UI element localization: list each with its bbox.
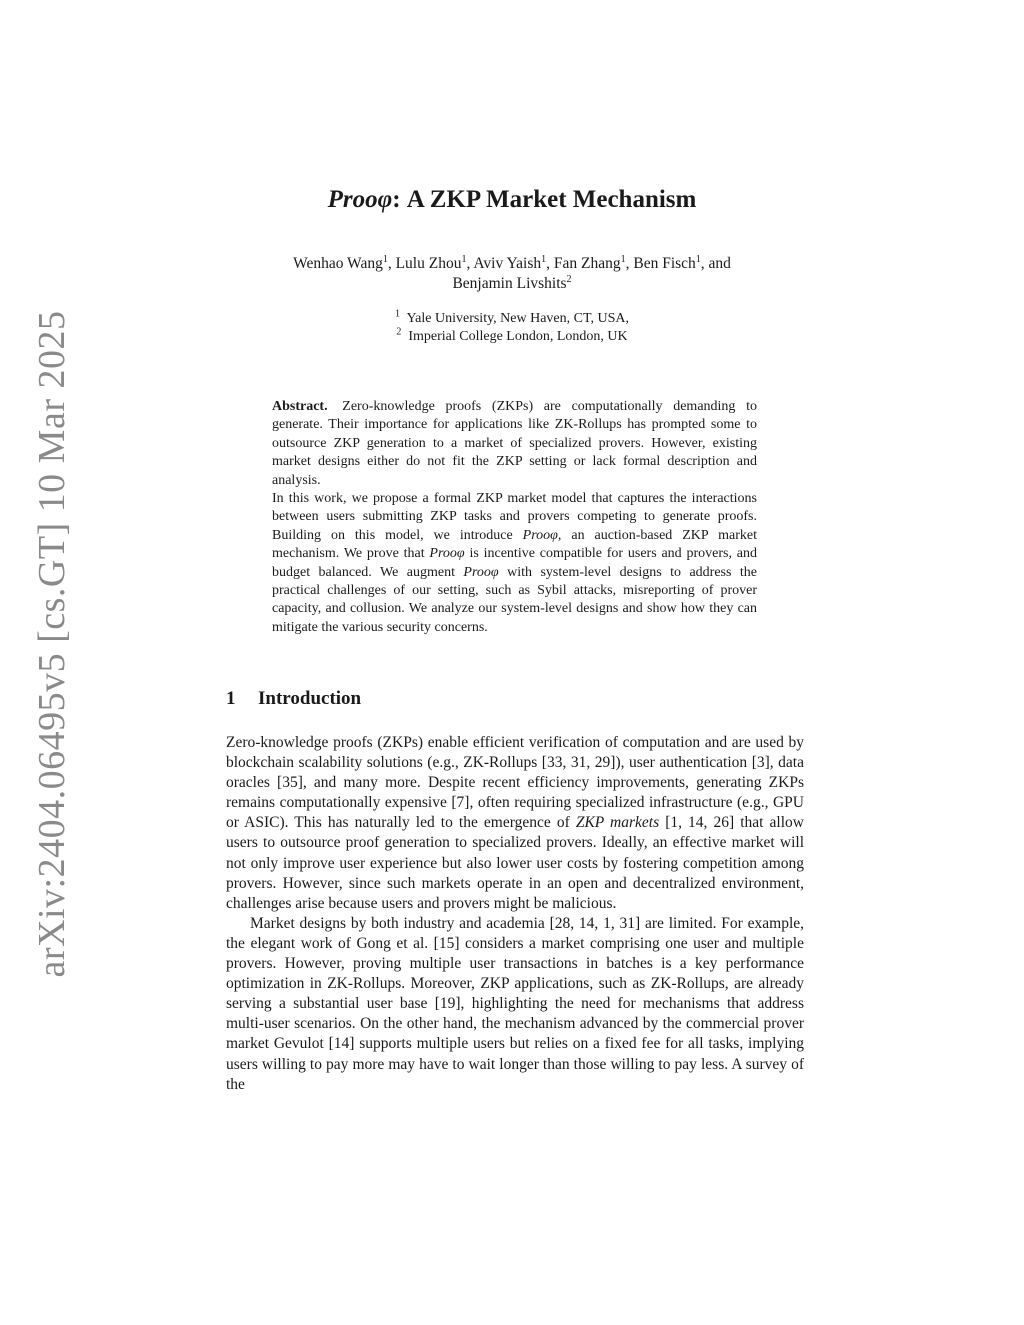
author: Aviv Yaish (473, 255, 542, 272)
mechanism-name: Prooφ (429, 546, 465, 562)
affiliation-mark: 2 (396, 326, 402, 338)
author: Benjamin Livshits (452, 275, 567, 292)
section-title: Introduction (258, 688, 362, 709)
author: Lulu Zhou (395, 255, 462, 272)
author-affiliation-mark: 1 (541, 253, 547, 265)
mechanism-name: Prooφ (463, 564, 499, 580)
section-heading (226, 688, 361, 710)
body-text: Zero-knowledge proofs (ZKPs) enable efficient verification of computation and are used by blockchain scalability solutions (e.g., ZK-Rollups [33, 31, 29]), user authentication [3], data oracles [35], and many more. Despite recent efficiency improvements, generating ZKPs remains computationally expensive [7], often requiring specialized infrastructure (e.g., GPU or ASIC). This has naturally led to the emergence of (226, 734, 804, 832)
abstract-paragraph (272, 490, 757, 637)
author-separator: , (546, 255, 554, 272)
author-separator: , (387, 255, 396, 272)
body-text: [1, 14, 26] that allow users to outsource proof generation to specialized provers. Ideally, an effective market will not only improve user experience but also lower user costs by fostering competition among provers. However, since such markets operate in an open and decentralized environment, challenges arise because users and provers might be malicious. (226, 814, 804, 912)
affiliation (0, 308, 1024, 327)
affiliation (0, 326, 1024, 345)
abstract-text: Zero-knowledge proofs (ZKPs) are computationally demanding to generate. Their importance for applications like ZK-Rollups has prompted some to outsource ZKP generation to a market of specialized provers. However, existing market designs either do not fit the ZKP setting or lack formal description and analysis. (272, 399, 757, 488)
body-paragraph (226, 733, 804, 914)
title-rest: : A ZKP Market Mechanism (392, 186, 697, 213)
affiliation-text: Imperial College London, London, UK (408, 329, 628, 344)
abstract-text: with system-level designs to address the practical challenges of our setting, such as Sybil attacks, misreporting of prover capacity, and collusion. We analyze our system-level designs and show how they can mitigate the various security concerns. (272, 564, 757, 635)
author: Ben Fisch (633, 255, 696, 272)
paper-title (0, 186, 1024, 214)
author-affiliation-mark: 1 (461, 253, 467, 265)
affiliation-mark: 1 (394, 308, 400, 320)
author-separator: , and (700, 255, 731, 272)
author-affiliation-mark: 1 (620, 253, 626, 265)
author-list (232, 254, 792, 294)
affiliation-text: Yale University, New Haven, CT, USA, (406, 311, 630, 326)
abstract-text: , an auction-based ZKP market mechanism. We prove that (272, 527, 757, 562)
abstract (272, 398, 757, 637)
abstract-label: Abstract. (272, 399, 328, 414)
mechanism-name: Prooφ (522, 527, 558, 543)
author-affiliation-mark: 1 (382, 253, 388, 265)
abstract-text: is incentive compatible for users and provers, and budget balanced. We augment (272, 546, 757, 580)
abstract-text: In this work, we propose a formal ZKP market model that captures the interactions between users submitting ZKP tasks and provers competing to generate proofs. Building on this model, we introduce (272, 491, 757, 543)
author-separator: , (625, 255, 634, 272)
emphasized-term: ZKP markets (575, 814, 660, 832)
section-number: 1 (226, 688, 236, 709)
introduction-body (226, 733, 804, 1095)
body-paragraph: Market designs by both industry and academia [28, 14, 1, 31] are limited. For example, the elegant work of Gong et al. [15] considers a market comprising one user and multiple provers. However, proving multiple user transactions in batches is a key performance optimization in ZK-Rollups. Moreover, ZKP applications, such as ZK-Rollups, are already serving a substantial user base [19], highlighting the need for mechanisms that address multi-user scenarios. On the other hand, the mechanism advanced by the commercial prover market Gevulot [14] supports multiple users but relies on a fixed fee for all tasks, implying users willing to pay more may have to wait longer than those willing to pay less. A survey of the (226, 914, 804, 1093)
author: Wenhao Wang (293, 255, 383, 272)
title-mechanism-name: Prooφ (327, 186, 393, 213)
author-affiliation-mark: 2 (566, 273, 572, 285)
author-affiliation-mark: 1 (695, 253, 701, 265)
author-separator: , (466, 255, 474, 272)
arxiv-identifier-stamp: arXiv:2404.06495v5 [cs.GT] 10 Mar 2025 (31, 310, 73, 978)
author: Fan Zhang (553, 255, 621, 272)
abstract-paragraph (272, 398, 757, 490)
